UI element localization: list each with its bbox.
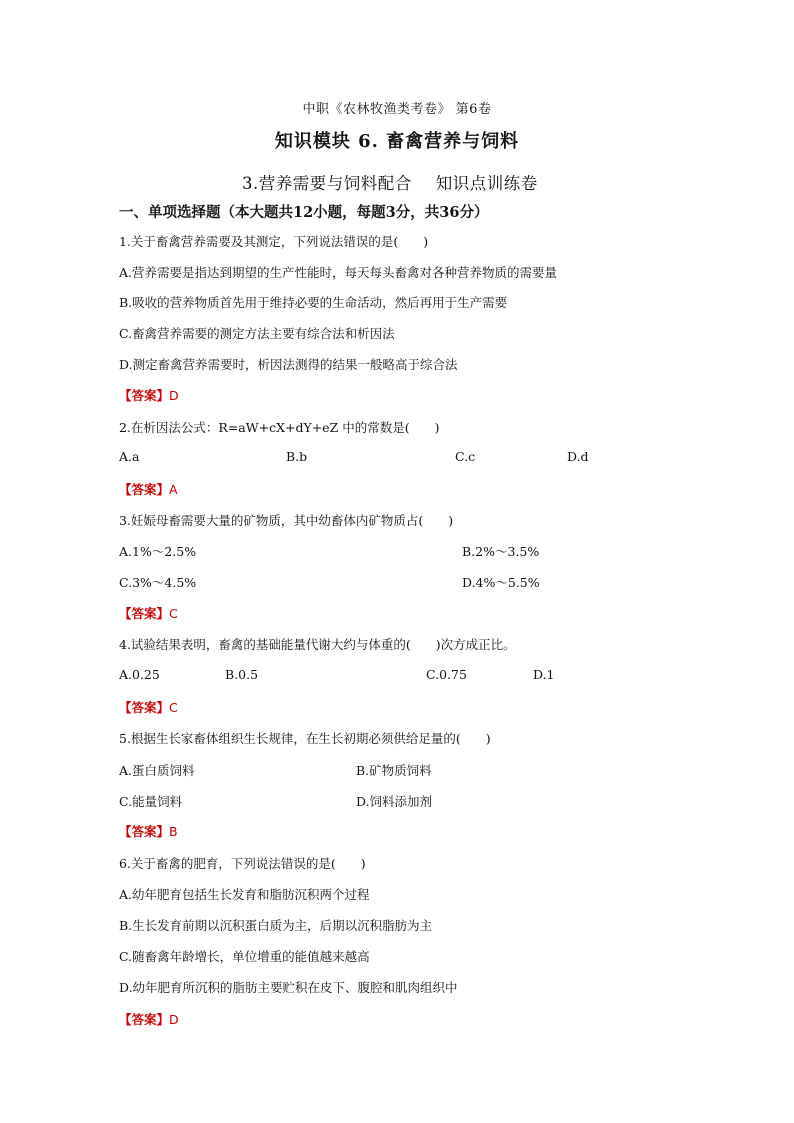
answer-tag: 【答案】	[119, 482, 170, 497]
question-3-answer	[119, 604, 178, 622]
question-4-option-c: C.0.75	[426, 667, 467, 682]
question-3-option-d: D.4%～5.5%	[462, 575, 540, 590]
question-5-option-c: C.能量饲料	[119, 794, 183, 809]
answer-tag: 【答案】	[119, 824, 170, 839]
question-5-answer	[119, 822, 178, 840]
answer-tag: 【答案】	[119, 1012, 170, 1027]
question-2-option-a: A.a	[119, 449, 140, 464]
sub-title-tail: 知识点训练卷	[435, 174, 538, 193]
question-1-option-c: C.畜禽营养需要的测定方法主要有综合法和析因法	[119, 326, 395, 341]
question-3-stem: 3.妊娠母畜需要大量的矿物质，其中幼畜体内矿物质占( )	[119, 513, 454, 528]
question-1-stem: 1.关于畜禽营养需要及其测定，下列说法错误的是( )	[119, 234, 429, 249]
question-6-stem: 6.关于畜禽的肥育，下列说法错误的是( )	[119, 856, 366, 871]
question-4-option-b: B.0.5	[225, 667, 259, 682]
question-4-stem: 4.试验结果表明，畜禽的基础能量代谢大约与体重的( )次方成正比。	[119, 637, 516, 652]
question-3-option-b: B.2%～3.5%	[462, 544, 540, 559]
question-4-option-a: A.0.25	[119, 667, 160, 682]
question-5-option-b: B.矿物质饲料	[356, 763, 432, 778]
question-5-option-a: A.蛋白质饲料	[119, 763, 195, 778]
question-6-option-d: D.幼年肥育所沉积的脂肪主要贮积在皮下、腹腔和肌肉组织中	[119, 980, 458, 995]
answer-tag: 【答案】	[119, 606, 170, 621]
answer-value: A	[169, 482, 178, 497]
exam-series-header: 中职《农林牧渔类考卷》 第6卷	[302, 102, 492, 117]
question-6-option-b: B.生长发育前期以沉积蛋白质为主，后期以沉积脂肪为主	[119, 918, 433, 933]
question-3-option-c: C.3%～4.5%	[119, 575, 197, 590]
answer-value: C	[169, 700, 178, 715]
question-2-option-d: D.d	[567, 449, 589, 464]
question-1-answer	[119, 386, 179, 404]
question-1-option-d: D.测定畜禽营养需要时，析因法测得的结果一般略高于综合法	[119, 357, 458, 372]
answer-tag: 【答案】	[119, 388, 170, 403]
question-5-option-d: D.饲料添加剂	[356, 794, 433, 809]
question-4-answer	[119, 698, 178, 716]
question-2-option-c: C.c	[455, 449, 476, 464]
question-6-answer	[119, 1010, 179, 1028]
sub-title-main: 3.营养需要与饲料配合	[242, 174, 412, 193]
answer-value: D	[169, 1012, 179, 1027]
question-6-option-c: C.随畜禽年龄增长，单位增重的能值越来越高	[119, 949, 370, 964]
answer-value: D	[169, 388, 179, 403]
question-1-option-b: B.吸收的营养物质首先用于维持必要的生命活动，然后再用于生产需要	[119, 295, 508, 310]
question-2-option-b: B.b	[286, 449, 308, 464]
question-2-answer	[119, 480, 178, 498]
question-6-option-a: A.幼年肥育包括生长发育和脂肪沉积两个过程	[119, 887, 370, 902]
question-2-stem: 2.在析因法公式：R=aW+cX+dY+eZ 中的常数是( )	[119, 420, 440, 435]
question-3-option-a: A.1%～2.5%	[119, 544, 197, 559]
question-5-stem: 5.根据生长家畜体组织生长规律，在生长初期必须供给足量的( )	[119, 731, 491, 746]
section-title: 一、单项选择题（本大题共12小题，每题3分，共36分）	[119, 204, 489, 221]
question-1-option-a: A.营养需要是指达到期望的生产性能时，每天每头畜禽对各种营养物质的需要量	[119, 265, 558, 280]
module-title: 知识模块 6. 畜禽营养与饲料	[274, 131, 520, 152]
answer-value: B	[169, 824, 178, 839]
answer-value: C	[169, 606, 178, 621]
question-4-option-d: D.1	[533, 667, 555, 682]
sub-title	[242, 170, 538, 194]
answer-tag: 【答案】	[119, 700, 170, 715]
